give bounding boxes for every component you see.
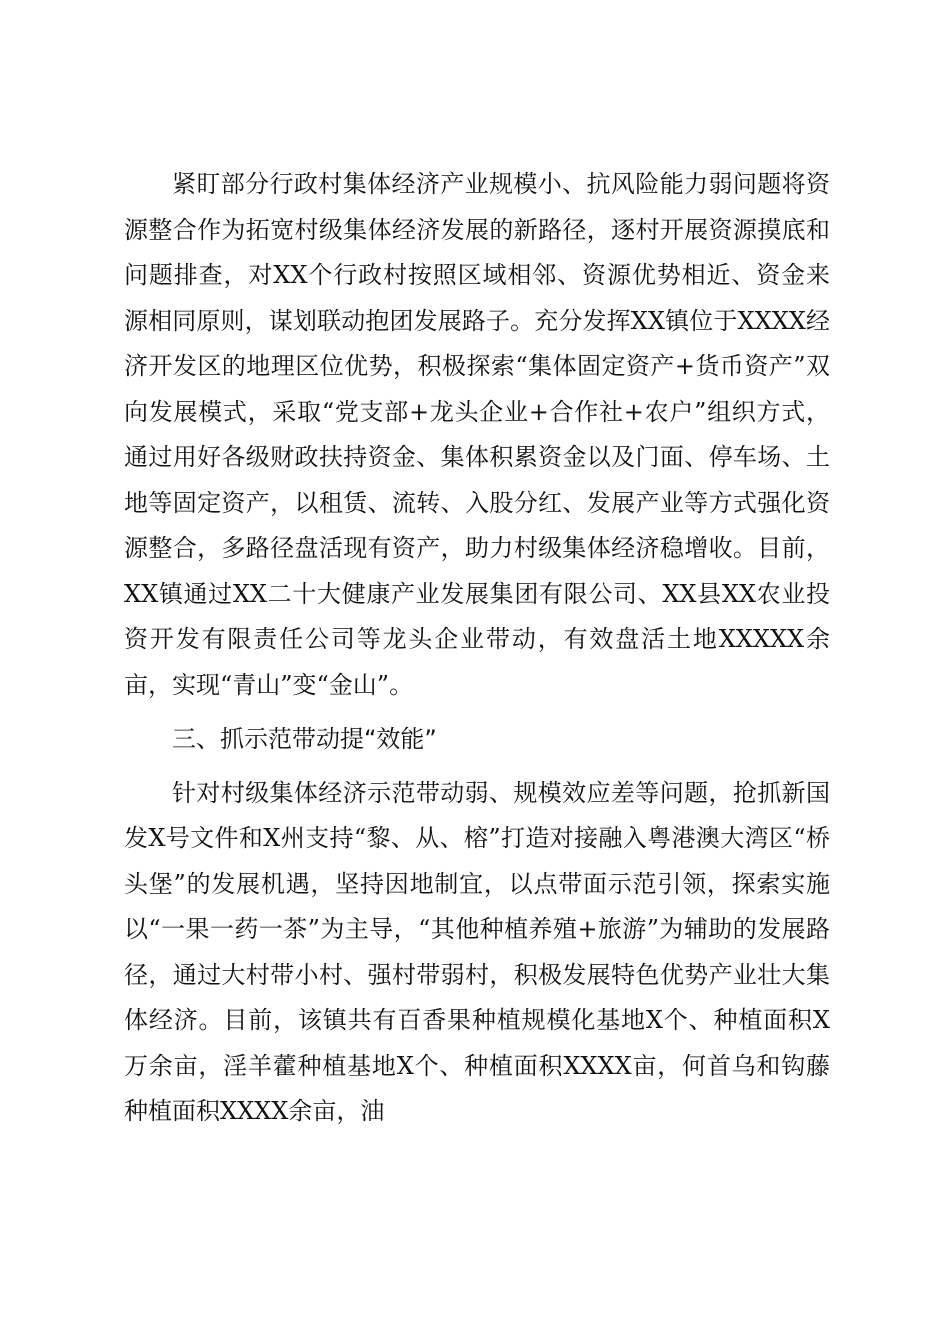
section-heading-3: 三、抓示范带动提“效能” xyxy=(172,725,437,753)
paragraph-resource-integration: 紧盯部分行政村集体经济产业规模小、抗风险能力弱问题将资源整合作为拓宽村级集体经济发展的新路径，逐村开展资源摸底和问题排查，对XX个行政村按照区域相邻、资源优势相近、资金来源相同原则，谋划联动抱团发展路子。充分发挥XX镇位于XXXX经济开发区的地理区位优势，积极探索“集体固定资产+货币资产”双向发展模式，采取“党支部+龙头企业+合作社+农户”组织方式，通过用好各级财政扶持资金、集体积累资金以及门面、停车场、土地等固定资产，以租赁、流转、入股分红、发展产业等方式强化资源整合，多路径盘活现有资产，助力村级集体经济稳增收。目前，XX镇通过XX二十大健康产业发展集团有限公司、XX县XX农业投资开发有限责任公司等龙头企业带动，有效盘活土地XXXXX余亩，实现“青山”变“金山”。 xyxy=(124,170,830,699)
document-body xyxy=(124,162,830,1135)
paragraph-demonstration: 针对村级集体经济示范带动弱、规模效应差等问题，抢抓新国发X号文件和X州支持“黎、从、榕”打造对接融入粤港澳大湾区“桥头堡”的发展机遇，坚持因地制宜，以点带面示范引领，探索实施以“一果一药一茶”为主导，“其他种植养殖+旅游”为辅助的发展路径，通过大村带小村、强村带弱村，积极发展特色优势产业壮大集体经济。目前，该镇共有百香果种植规模化基地X个、种植面积X万余亩，淫羊藿种植基地X个、种植面积XXXX亩，何首乌和钩藤种植面积XXXX余亩，油 xyxy=(124,778,830,1125)
